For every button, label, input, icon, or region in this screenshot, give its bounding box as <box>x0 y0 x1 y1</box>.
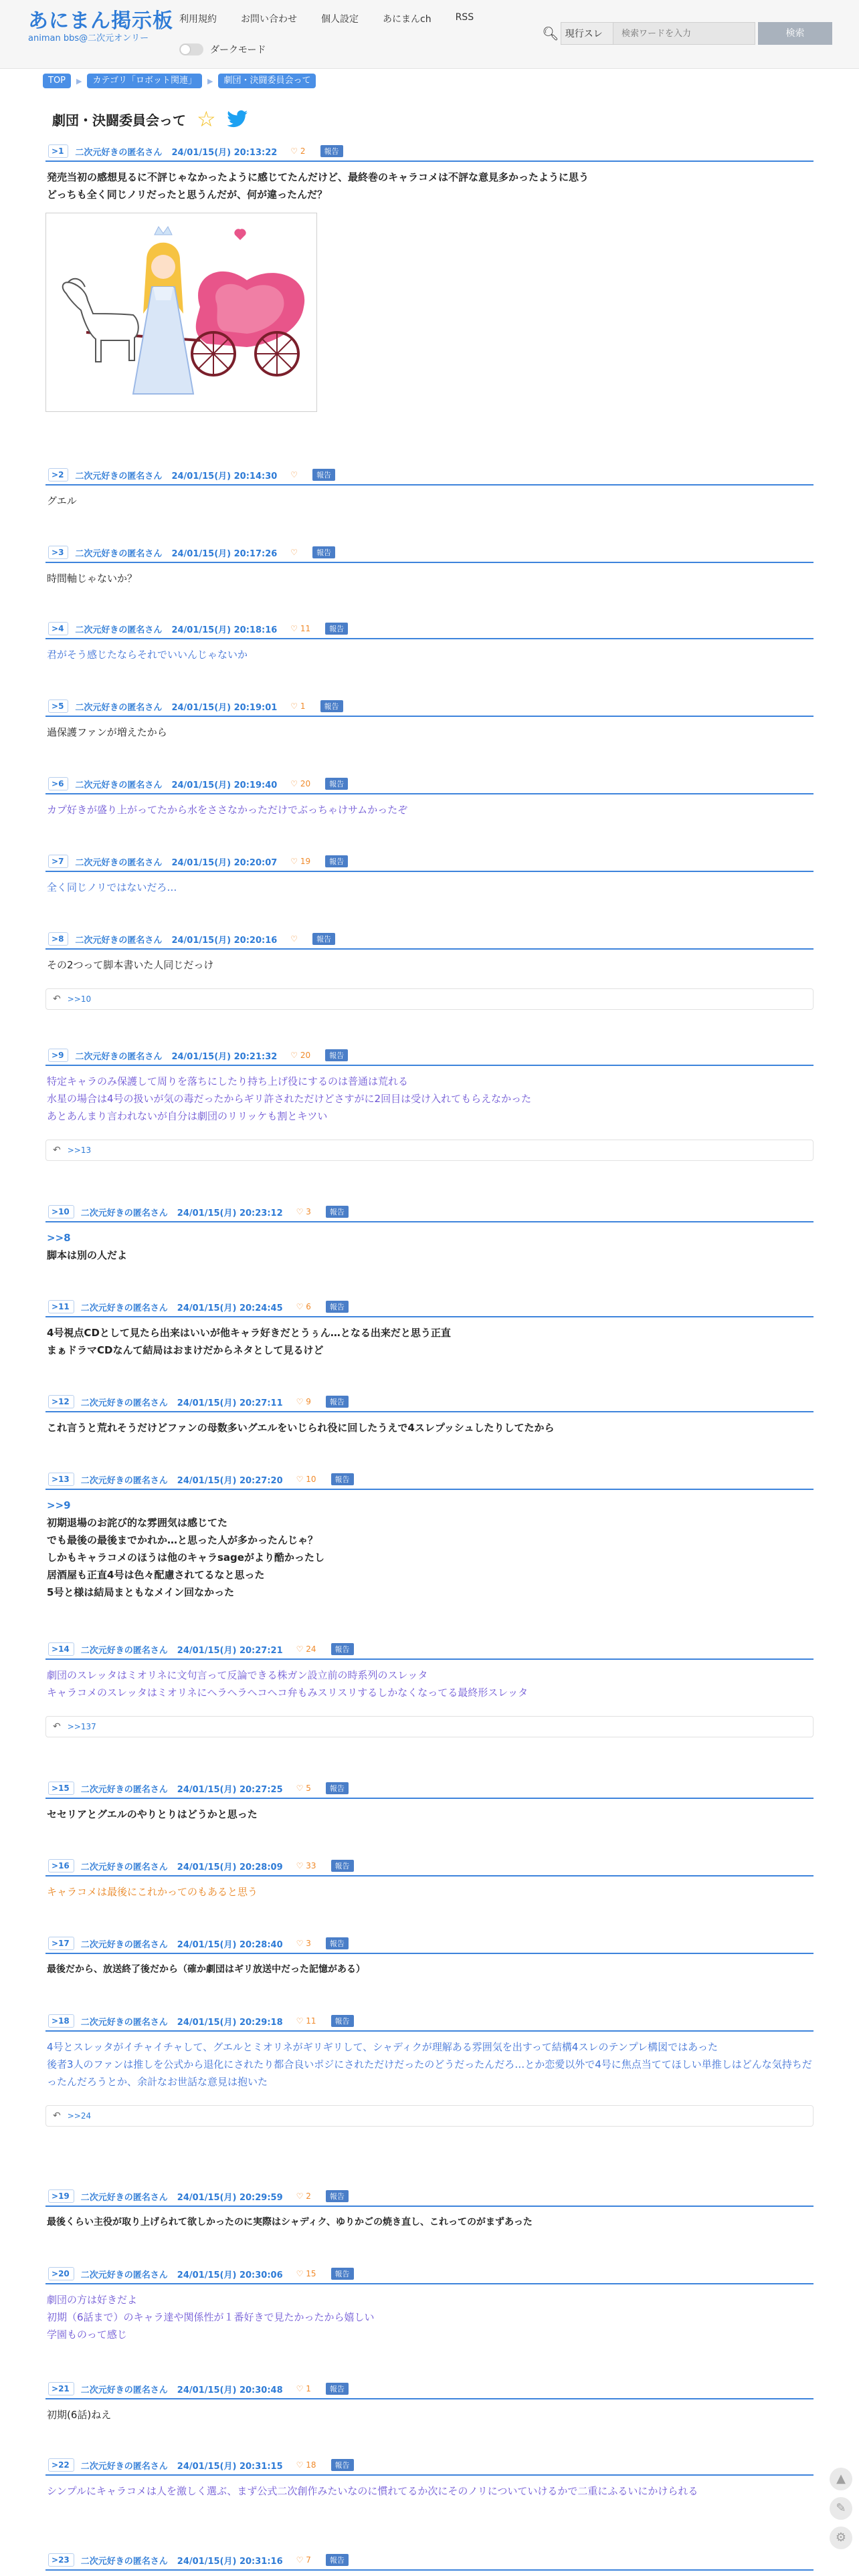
poster-name: 二次元好きの匿名さん <box>80 1398 168 1408</box>
post <box>45 1297 814 1359</box>
post <box>45 1640 814 1737</box>
post-date: 24/01/15(月) 20:27:25 <box>177 1784 283 1795</box>
post <box>45 1392 814 1436</box>
report-button[interactable]: 報告 <box>331 1860 354 1872</box>
report-button[interactable]: 報告 <box>312 933 335 945</box>
site-header <box>0 0 859 69</box>
princess-carriage-illustration <box>46 213 316 411</box>
search-input[interactable] <box>613 22 755 45</box>
post-body: 劇団のスレッタはミオリネに文句言って反論できる株ガン設立前の時系列のスレッタ キャラコメのスレッタはミオリネにヘラヘラヘコヘコ弁もみスリスリするしかなくなってる最終形スレッタ <box>47 1669 529 1699</box>
post <box>45 142 814 412</box>
reply-arrow-icon: ↶ <box>53 994 61 1004</box>
poster-name: 二次元好きの匿名さん <box>80 1208 168 1218</box>
post-number[interactable]: >7 <box>48 855 68 868</box>
post <box>45 465 814 510</box>
post-header <box>45 1202 814 1222</box>
post-header <box>45 930 814 950</box>
top-nav <box>179 12 474 25</box>
post-body: キャラコメは最後にこれかってのもあると思う <box>47 1886 258 1898</box>
report-button[interactable]: 報告 <box>331 1473 354 1485</box>
like-button[interactable]: ♡ 33 <box>296 1861 316 1870</box>
search-icon: 🔍︎ <box>542 25 559 41</box>
post-body: 最後くらい主役が取り上げられて欲しかったのに実際はシャディク、ゆりかごの焼き直し、これってのがまずあった <box>47 2217 533 2228</box>
post-number[interactable]: >11 <box>48 1300 74 1313</box>
report-button[interactable]: 報告 <box>326 1782 349 1794</box>
poster-name: 二次元好きの匿名さん <box>75 702 163 713</box>
reply-list <box>45 988 814 1010</box>
post-body: 劇団の方は好きだよ 初期（6話まで）のキャラ達や関係性が１番好きで見たかったから嬉しい 学園ものって感じ <box>47 2294 375 2341</box>
post-text: 脚本は別の人だよ <box>47 1249 128 1261</box>
reply-link[interactable]: >>24 <box>67 2111 92 2121</box>
like-button[interactable]: ♡ 2 <box>290 146 306 156</box>
site-title[interactable]: あにまん掲示板 <box>28 9 173 33</box>
post-body: シンプルにキャラコメは人を激しく選ぶ、まず公式二次創作みたいなのに慣れてるか次にそのノリについていけるかで二重にふるいにかけられる <box>47 2485 698 2497</box>
like-button[interactable]: ♡ 3 <box>296 1939 311 1948</box>
post-header <box>45 1934 814 1954</box>
report-button[interactable]: 報告 <box>325 778 348 790</box>
search-button[interactable]: 検索 <box>758 22 832 45</box>
post-number[interactable]: >2 <box>48 468 68 481</box>
post-number[interactable]: >23 <box>48 2553 74 2567</box>
post-date: 24/01/15(月) 20:28:40 <box>177 1939 283 1950</box>
nav-rss-link[interactable]: RSS <box>455 12 474 23</box>
post-header <box>45 697 814 717</box>
floating-tools <box>830 2468 852 2549</box>
post-header <box>45 1297 814 1317</box>
post-header <box>45 774 814 794</box>
breadcrumb-separator-icon: ▶ <box>207 76 213 86</box>
favorite-star-icon[interactable]: ☆ <box>197 106 216 132</box>
post <box>45 1779 814 1823</box>
report-button[interactable]: 報告 <box>325 623 348 635</box>
post-body: 初期(6話)ねえ <box>47 2409 112 2421</box>
post-number[interactable]: >21 <box>48 2382 74 2395</box>
post <box>45 697 814 741</box>
nav-animanch-link[interactable]: あにまんch <box>383 14 432 25</box>
reply-list <box>45 2105 814 2127</box>
thread-header <box>52 108 248 130</box>
post-number[interactable]: >22 <box>48 2458 74 2472</box>
post <box>45 1856 814 1901</box>
post <box>45 1470 814 1601</box>
post <box>45 2012 814 2127</box>
post-date: 24/01/15(月) 20:20:07 <box>171 857 278 868</box>
report-button[interactable]: 報告 <box>326 1396 349 1408</box>
reply-link[interactable]: >>137 <box>67 1722 96 1731</box>
post-date: 24/01/15(月) 20:31:16 <box>177 2556 283 2567</box>
pencil-icon[interactable]: ✎ <box>830 2497 852 2520</box>
report-button[interactable]: 報告 <box>326 2383 349 2395</box>
darkmode-control <box>179 43 266 56</box>
reply-arrow-icon: ↶ <box>53 1721 61 1732</box>
post-date: 24/01/15(月) 20:23:12 <box>177 1208 283 1218</box>
breadcrumb-thread[interactable]: 劇団・決闘委員会って <box>218 74 316 88</box>
post-date: 24/01/15(月) 20:19:01 <box>171 702 278 713</box>
post-body: これ言うと荒れそうだけどファンの母数多いグエルをいじられ役に回したうえで4スレプッシュしたりしてたから <box>47 1422 555 1434</box>
post-date: 24/01/15(月) 20:21:32 <box>171 1051 278 1062</box>
post-body: グエル <box>47 495 77 507</box>
poster-name: 二次元好きの匿名さん <box>80 1475 168 1486</box>
report-button[interactable]: 報告 <box>320 700 343 712</box>
poster-name: 二次元好きの匿名さん <box>80 2385 168 2395</box>
reply-link[interactable]: >>10 <box>67 994 92 1004</box>
post-header <box>45 2551 814 2571</box>
post-body <box>45 1222 814 1264</box>
post-header <box>45 1856 814 1876</box>
like-button[interactable]: ♡ 6 <box>296 1302 311 1311</box>
like-button[interactable]: ♡ 20 <box>290 779 311 788</box>
report-button[interactable]: 報告 <box>326 2554 349 2566</box>
post-header <box>45 142 814 162</box>
post <box>45 1934 814 1978</box>
post-number[interactable]: >5 <box>48 700 68 713</box>
post-date: 24/01/15(月) 20:14:30 <box>171 471 278 481</box>
like-button[interactable]: ♡ <box>290 934 298 944</box>
report-button[interactable]: 報告 <box>312 469 335 481</box>
post <box>45 543 814 587</box>
post-number[interactable]: >1 <box>48 144 68 158</box>
post-number[interactable]: >3 <box>48 546 68 559</box>
post-body: 特定キャラのみ保護して周りを落ちにしたり持ち上げ役にするのは普通は荒れる 水星の場合は4号の扱いが気の毒だったからギリ許されただけどさすがに2回目は受け入れてもらえなかった あとあんまり言われないが自分は劇団のリリッケも割とキツい <box>47 1075 532 1122</box>
poster-name: 二次元好きの匿名さん <box>80 2461 168 2472</box>
post-number[interactable]: >19 <box>48 2189 74 2203</box>
post-number[interactable]: >8 <box>48 932 68 946</box>
like-button[interactable]: ♡ 2 <box>296 2191 311 2201</box>
page-title: 劇団・決闘委員会って <box>52 112 186 128</box>
post-number[interactable]: >18 <box>48 2014 74 2028</box>
post-number[interactable]: >9 <box>48 1049 68 1062</box>
poster-name: 二次元好きの匿名さん <box>75 147 163 158</box>
darkmode-toggle[interactable] <box>179 43 203 56</box>
poster-name: 二次元好きの匿名さん <box>80 2556 168 2567</box>
breadcrumb-category[interactable]: カテゴリ「ロボット関連」 <box>87 74 201 88</box>
like-button[interactable]: ♡ 3 <box>296 1207 311 1216</box>
report-button[interactable]: 報告 <box>326 1206 349 1218</box>
reply-arrow-icon: ↶ <box>53 2111 61 2121</box>
post-image[interactable] <box>45 213 317 412</box>
nav-settings-link[interactable]: 個人設定 <box>321 14 359 25</box>
report-button[interactable]: 報告 <box>320 145 343 157</box>
post-body: 4号とスレッタがイチャイチャして、グエルとミオリネがギリギリして、シャディクが理解ある雰囲気を出すって結構4スレのテンプレ構図ではあった 後者3人のファンは推しを公式から退化にされたり都合良いポジにされただけだったのどうだったんだろ…とか恋愛以外で4号に焦点当ててほしい単推しはどんな気持ちだったんだろうとか、余計なお世話な意見は抱いた <box>47 2041 812 2088</box>
post-body: カプ好きが盛り上がってたから水をささなかっただけでぶっちゃけサムかったぞ <box>47 804 408 816</box>
nav-terms-link[interactable]: 利用規約 <box>179 14 217 25</box>
post-header <box>45 1640 814 1660</box>
gear-icon[interactable]: ⚙ <box>830 2527 852 2549</box>
post-body: その2つって脚本書いた人同じだっけ <box>47 959 214 971</box>
post-header <box>45 852 814 872</box>
post-date: 24/01/15(月) 20:27:20 <box>177 1475 283 1486</box>
like-button[interactable]: ♡ 15 <box>296 2269 316 2278</box>
post-number[interactable]: >6 <box>48 777 68 790</box>
reply-list <box>45 1140 814 1161</box>
post-number[interactable]: >15 <box>48 1782 74 1795</box>
poster-name: 二次元好きの匿名さん <box>75 625 163 635</box>
post-date: 24/01/15(月) 20:19:40 <box>171 780 278 790</box>
post-body: 過保護ファンが増えたから <box>47 726 167 738</box>
post-number[interactable]: >12 <box>48 1395 74 1408</box>
breadcrumb-top[interactable]: TOP <box>43 74 71 88</box>
post-date: 24/01/15(月) 20:31:15 <box>177 2461 283 2472</box>
poster-name: 二次元好きの匿名さん <box>80 2017 168 2028</box>
post-body <box>45 1490 814 1601</box>
like-button[interactable]: ♡ 19 <box>290 857 311 866</box>
post <box>45 1046 814 1161</box>
breadcrumb <box>43 74 316 88</box>
like-button[interactable]: ♡ 24 <box>296 1644 316 1654</box>
post <box>45 930 814 1010</box>
post-number[interactable]: >16 <box>48 1859 74 1872</box>
poster-name: 二次元好きの匿名さん <box>80 1939 168 1950</box>
report-button[interactable]: 報告 <box>326 1937 349 1949</box>
like-button[interactable]: ♡ 10 <box>296 1475 316 1484</box>
post <box>45 2264 814 2343</box>
nav-contact-link[interactable]: お問い合わせ <box>241 14 297 25</box>
post <box>45 1202 814 1264</box>
post <box>45 2551 814 2571</box>
post-header <box>45 2379 814 2399</box>
post-header <box>45 2456 814 2476</box>
reply-list <box>45 1716 814 1737</box>
poster-name: 二次元好きの匿名さん <box>75 780 163 790</box>
reply-anchor-link[interactable]: >>9 <box>47 1499 71 1511</box>
post <box>45 774 814 819</box>
post <box>45 852 814 896</box>
like-button[interactable]: ♡ 1 <box>296 2384 311 2393</box>
poster-name: 二次元好きの匿名さん <box>75 857 163 868</box>
post-body: 発売当初の感想見るに不評じゃなかったように感じてたんだけど、最終巻のキャラコメは不評な意見多かったように思う どっちも全く同じノリだったと思うんだが、何が違ったんだ？ <box>47 171 589 201</box>
post-number[interactable]: >13 <box>48 1473 74 1486</box>
like-button[interactable]: ♡ <box>290 470 298 479</box>
poster-name: 二次元好きの匿名さん <box>80 1784 168 1795</box>
post-date: 24/01/15(月) 20:27:21 <box>177 1645 283 1656</box>
post-date: 24/01/15(月) 20:29:18 <box>177 2017 283 2028</box>
like-button[interactable]: ♡ 1 <box>290 702 306 711</box>
poster-name: 二次元好きの匿名さん <box>75 935 163 946</box>
post-number[interactable]: >17 <box>48 1937 74 1950</box>
reply-anchor-link[interactable]: >>8 <box>47 1232 71 1244</box>
post-date: 24/01/15(月) 20:13:22 <box>171 147 278 158</box>
reply-arrow-icon: ↶ <box>53 1145 61 1156</box>
post-date: 24/01/15(月) 20:29:59 <box>177 2192 283 2203</box>
poster-name: 二次元好きの匿名さん <box>80 1645 168 1656</box>
reply-link[interactable]: >>13 <box>67 1146 92 1155</box>
post-date: 24/01/15(月) 20:27:11 <box>177 1398 283 1408</box>
post-header <box>45 1470 814 1490</box>
darkmode-label: ダークモード <box>210 45 266 56</box>
post-header <box>45 1392 814 1412</box>
report-button[interactable]: 報告 <box>331 2459 354 2471</box>
post <box>45 2187 814 2231</box>
like-button[interactable]: ♡ 7 <box>296 2555 311 2565</box>
report-button[interactable]: 報告 <box>331 2268 354 2280</box>
post-header <box>45 1779 814 1799</box>
poster-name: 二次元好きの匿名さん <box>80 2192 168 2203</box>
like-button[interactable]: ♡ 11 <box>296 2016 316 2026</box>
search-scope-select[interactable]: 現行スレ <box>561 22 613 45</box>
like-button[interactable]: ♡ 5 <box>296 1784 311 1793</box>
report-button[interactable]: 報告 <box>326 2190 349 2202</box>
post-date: 24/01/15(月) 20:30:48 <box>177 2385 283 2395</box>
post-date: 24/01/15(月) 20:28:09 <box>177 1862 283 1872</box>
site-subtitle: animan bbs@二次元オンリー <box>28 33 149 43</box>
like-button[interactable]: ♡ <box>290 548 298 557</box>
post-header <box>45 2264 814 2284</box>
post-number[interactable]: >14 <box>48 1642 74 1656</box>
post-number[interactable]: >4 <box>48 622 68 635</box>
post-body: 全く同じノリではないだろ… <box>47 881 177 893</box>
site-logo[interactable] <box>28 9 173 43</box>
report-button[interactable]: 報告 <box>312 546 335 558</box>
post-date: 24/01/15(月) 20:24:45 <box>177 1303 283 1313</box>
poster-name: 二次元好きの匿名さん <box>75 471 163 481</box>
post-body: 時間軸じゃないか？ <box>47 572 138 584</box>
poster-name: 二次元好きの匿名さん <box>80 2270 168 2280</box>
post-text: 初期退場のお詫び的な雰囲気は感じてた でも最後の最後までかれか…と思った人が多かったんじゃ？ しかもキャラコメのほうは他のキャラsageがより酷かったし 居酒屋も正直4号は色々配慮されてるなと思った 5号と様は結局まともなメイン回なかった <box>47 1517 324 1598</box>
report-button[interactable]: 報告 <box>331 1643 354 1655</box>
post-date: 24/01/15(月) 20:30:06 <box>177 2270 283 2280</box>
poster-name: 二次元好きの匿名さん <box>80 1303 168 1313</box>
search-bar <box>541 21 832 45</box>
post <box>45 2379 814 2424</box>
like-button[interactable]: ♡ 20 <box>290 1051 311 1060</box>
post-date: 24/01/15(月) 20:17:26 <box>171 548 278 559</box>
report-button[interactable]: 報告 <box>326 1301 349 1313</box>
post-date: 24/01/15(月) 20:20:16 <box>171 935 278 946</box>
scroll-top-icon[interactable]: ▲ <box>830 2468 852 2490</box>
post-body: 4号視点CDとして見たら出来はいいが他キャラ好きだとうぅん…となる出来だと思う正直 まぁドラマCDなんて結局はおまけだからネタとして見るけど <box>47 1327 451 1356</box>
post-header <box>45 2012 814 2032</box>
twitter-share-icon[interactable] <box>227 110 248 128</box>
post <box>45 619 814 663</box>
like-button[interactable]: ♡ 9 <box>296 1397 311 1406</box>
poster-name: 二次元好きの匿名さん <box>75 548 163 559</box>
post-date: 24/01/15(月) 20:18:16 <box>171 625 278 635</box>
post-header <box>45 465 814 486</box>
post-header <box>45 619 814 639</box>
post-header <box>45 1046 814 1066</box>
post-body: 最後だから、放送終了後だから（確か劇団はギリ放送中だった記憶がある） <box>47 1964 365 1975</box>
post-body: 君がそう感じたならそれでいいんじゃないか <box>47 649 248 661</box>
report-button[interactable]: 報告 <box>331 2015 354 2027</box>
report-button[interactable]: 報告 <box>325 1049 348 1061</box>
like-button[interactable]: ♡ 11 <box>290 624 311 633</box>
report-button[interactable]: 報告 <box>325 855 348 867</box>
post <box>45 2456 814 2500</box>
poster-name: 二次元好きの匿名さん <box>80 1862 168 1872</box>
post-header <box>45 2187 814 2207</box>
post-body: セセリアとグエルのやりとりはどうかと思った <box>47 1808 258 1820</box>
post-number[interactable]: >10 <box>48 1205 74 1218</box>
poster-name: 二次元好きの匿名さん <box>75 1051 163 1062</box>
like-button[interactable]: ♡ 18 <box>296 2460 316 2470</box>
breadcrumb-separator-icon: ▶ <box>76 76 82 86</box>
post-header <box>45 543 814 563</box>
post-number[interactable]: >20 <box>48 2267 74 2280</box>
